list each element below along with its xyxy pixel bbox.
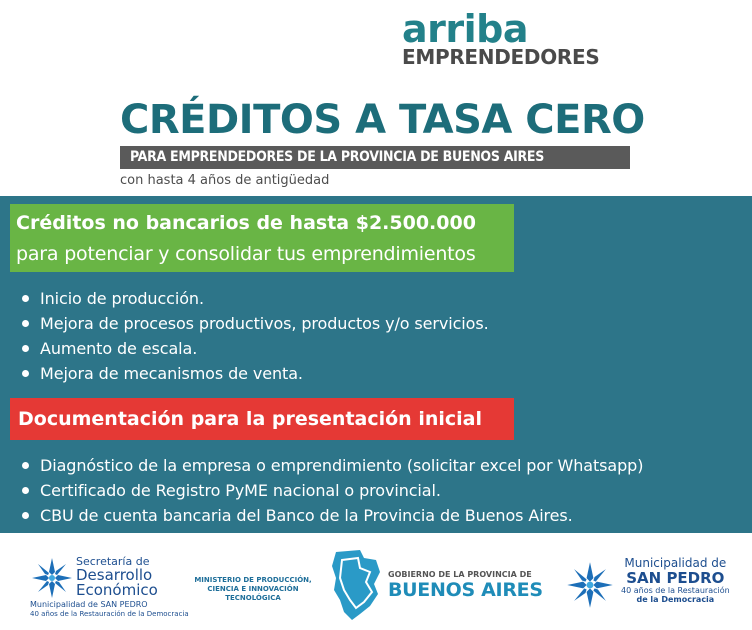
ministerio-line1: MINISTERIO DE PRODUCCIÓN, [194,576,312,584]
list-item-text: Mejora de mecanismos de venta. [40,364,303,383]
municipalidad-text [621,556,730,604]
list-item [20,503,643,528]
ministerio-line2: CIENCIA E INNOVACIÓN TECNOLÓGICA [207,585,299,602]
ministerio-logo [183,576,323,603]
brand-logo [402,7,642,69]
secretaria-line2: Desarrollo [76,566,153,584]
brand-name-bottom: EMPRENDEDORES [402,45,600,69]
municipalidad-line4: de la Democracia [636,595,715,604]
credits-tagline: para potenciar y consolidar tus emprendimientos [16,243,476,265]
secretaria-logo [30,555,189,620]
gobierno-logo [330,548,543,624]
bullet-icon [22,512,29,519]
bullet-icon [22,320,29,327]
list-item-text: Certificado de Registro PyME nacional o provincial. [40,481,441,500]
municipalidad-line3: 40 años de la Restauración [621,586,730,595]
secretaria-anniversary: 40 años de la Restauración de la Democracia [30,610,189,618]
eligibility-note: con hasta 4 años de antigüedad [120,173,330,188]
bullet-icon [22,462,29,469]
brand-name-top: arriba [402,7,528,51]
list-item [20,336,489,361]
gobierno-line1: GOBIERNO DE LA PROVINCIA DE [388,570,532,579]
secretaria-municipality: Municipalidad de SAN PEDRO [30,600,148,609]
credits-headline: Créditos no bancarios de hasta $2.500.000 [16,212,476,234]
list-item [20,478,643,503]
list-item-text: Inicio de producción. [40,289,204,308]
bullet-icon [22,370,29,377]
bullet-icon [22,295,29,302]
star-burst-icon [565,560,615,610]
list-item [20,453,643,478]
list-item [20,311,489,336]
credits-uses-list [20,286,489,386]
bullet-icon [22,487,29,494]
municipalidad-logo [565,556,745,620]
secretaria-text [76,556,158,598]
list-item [20,361,489,386]
gobierno-line2: BUENOS AIRES [388,579,543,601]
subtitle-banner: PARA EMPRENDEDORES DE LA PROVINCIA DE BUENOS AIRES [120,146,630,169]
municipalidad-line1: Municipalidad de [624,556,727,570]
province-map-icon [330,548,384,622]
municipalidad-line2: SAN PEDRO [626,569,725,587]
documents-headline: Documentación para la presentación inicial [18,408,482,430]
bullet-icon [22,345,29,352]
list-item-text: Mejora de procesos productivos, productos y/o servicios. [40,314,489,333]
secretaria-line1: Secretaría de [76,555,150,568]
star-burst-icon [30,556,74,600]
list-item [20,286,489,311]
list-item-text: Diagnóstico de la empresa o emprendimiento (solicitar excel por Whatsapp) [40,456,644,475]
page-title: CRÉDITOS A TASA CERO [120,97,645,143]
documents-list [20,453,643,528]
list-item-text: Aumento de escala. [40,339,198,358]
list-item-text: CBU de cuenta bancaria del Banco de la Provincia de Buenos Aires. [40,506,573,525]
secretaria-line3: Económico [76,581,158,599]
